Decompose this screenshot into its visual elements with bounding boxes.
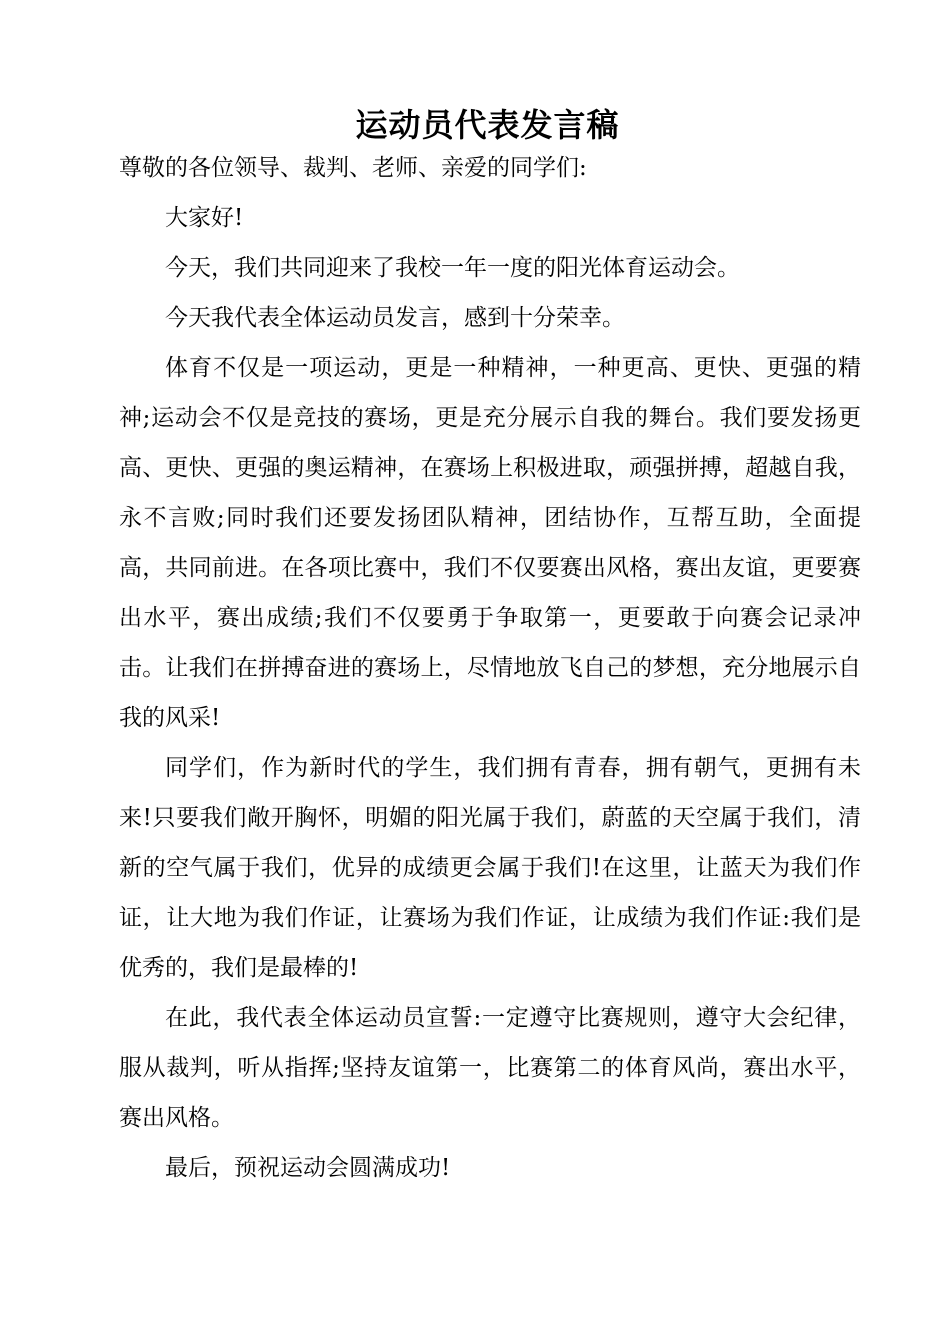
- document-title: 运动员代表发言稿: [355, 106, 620, 144]
- paragraph-spirit: 体育不仅是一项运动，更是一种精神，一种更高、更快、更强的精神;运动会不仅是竞技的赛场，更是充分展示自我的舞台。我们要发扬更高、更快、更强的奥运精神，在赛场上积极进取，顽强拼搏，超越自我，永不言败;同时我们还要发扬团队精神，团结协作，互帮互助，全面提高，共同前进。在各项比赛中，我们不仅要赛出风格，赛出友谊，更要赛出水平，赛出成绩;我们不仅要勇于争取第一，更要敢于向赛会记录冲击。让我们在拼搏奋进的赛场上，尽情地放飞自己的梦想，充分地展示自我的风采!: [119, 355, 861, 731]
- paragraph-students: 同学们，作为新时代的学生，我们拥有青春，拥有朝气，更拥有未来!只要我们敞开胸怀，明媚的阳光属于我们，蔚蓝的天空属于我们，清新的空气属于我们，优异的成绩更会属于我们!在这里，让蓝天为我们作证，让大地为我们作证，让赛场为我们作证，让成绩为我们作证:我们是优秀的，我们是最棒的!: [119, 755, 861, 981]
- paragraph-opening: 今天，我们共同迎来了我校一年一度的阳光体育运动会。: [165, 255, 740, 281]
- paragraph-greeting: 大家好!: [165, 205, 244, 231]
- paragraph-closing: 最后，预祝运动会圆满成功!: [165, 1155, 451, 1181]
- salutation: 尊敬的各位领导、裁判、老师、亲爱的同学们:: [119, 155, 587, 181]
- paragraph-honor: 今天我代表全体运动员发言，感到十分荣幸。: [165, 305, 625, 331]
- paragraph-oath: 在此，我代表全体运动员宣誓:一定遵守比赛规则，遵守大会纪律，服从裁判，听从指挥;坚持友谊第一，比赛第二的体育风尚，赛出水平，赛出风格。: [119, 1005, 861, 1131]
- document-body: [119, 143, 861, 1193]
